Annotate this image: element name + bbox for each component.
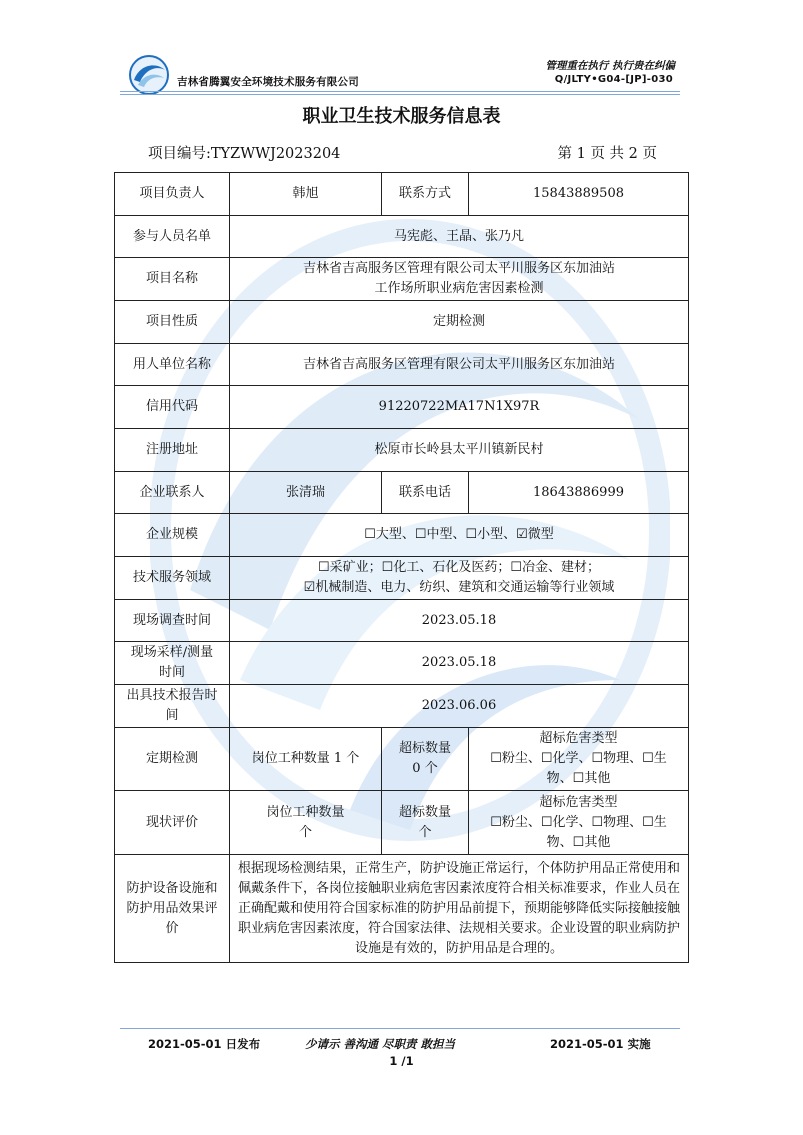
contact-value: 15843889508	[469, 173, 689, 216]
contact-label: 联系方式	[382, 173, 469, 216]
table-row	[115, 386, 689, 429]
service-domain-label: 技术服务领域	[115, 557, 230, 600]
service-domain-line-2: ☑机械制造、电力、纺织、建筑和交通运输等行业领域	[303, 580, 615, 595]
table-row	[115, 258, 689, 301]
project-name-label: 项目名称	[115, 258, 230, 301]
table-row	[115, 685, 689, 728]
status-exceed-value	[382, 791, 469, 855]
table-row	[115, 557, 689, 600]
table-row	[115, 301, 689, 344]
table-row	[115, 514, 689, 557]
credit-value: 91220722MA17N1X97R	[230, 386, 689, 429]
status-type-line-3: 物、☐其他	[546, 834, 611, 850]
members-label: 参与人员名单	[115, 216, 230, 258]
leader-label: 项目负责人	[115, 173, 230, 216]
table-row	[115, 855, 689, 963]
status-exceed-line-1: 超标数量	[398, 804, 451, 820]
status-hazard-type	[469, 791, 689, 855]
project-name-value	[230, 258, 689, 301]
employer-value: 吉林省吉高服务区管理有限公司太平川服务区东加油站	[230, 344, 689, 386]
header-rule-thin	[120, 94, 680, 95]
periodic-exceed-line-2: 0 个	[412, 761, 438, 776]
table-row	[115, 429, 689, 472]
status-eval-label: 现状评价	[115, 791, 230, 855]
status-exceed-line-2: 个	[418, 824, 432, 840]
periodic-type-line-1: 超标危害类型	[539, 731, 618, 746]
table-row	[115, 791, 689, 855]
footer-motto: 少请示 善沟通 尽职责 敢担当	[305, 1037, 456, 1051]
footer-rule	[120, 1028, 680, 1029]
footer-page-number: 1 /1	[389, 1054, 414, 1068]
service-domain-value	[230, 557, 689, 600]
sampling-time-label	[115, 642, 230, 685]
table-row	[115, 173, 689, 216]
company-name: 吉林省腾翼安全环境技术服务有限公司	[177, 76, 359, 88]
table-row	[115, 728, 689, 791]
enterprise-phone-value: 18643886999	[469, 472, 689, 514]
survey-time-value: 2023.05.18	[230, 600, 689, 642]
periodic-hazard-type	[469, 728, 689, 791]
project-name-line-1: 吉林省吉高服务区管理有限公司太平川服务区东加油站	[302, 261, 615, 276]
table-row	[115, 472, 689, 514]
eval-label-line-3: 价	[165, 920, 179, 936]
employer-label: 用人单位名称	[115, 344, 230, 386]
project-name-line-2: 工作场所职业病危害因素检测	[374, 281, 544, 296]
protection-eval-text: 根据现场检测结果，正常生产，防护设施正常运行，个体防护用品正常使用和佩戴条件下，各岗位接触职业病危害因素浓度符合相关标准要求，作业人员在正确配戴和使用符合国家标准的防护用品前提下，预期能够降低实际接触接触职业病危害因素浓度，符合国家法律、法规相关要求。企业设置的职业病防护设施是有效的，防护用品是合理的。	[230, 855, 689, 963]
service-domain-line-1: ☐采矿业；☐化工、石化及医药；☐冶金、建材；	[318, 560, 600, 575]
table-row	[115, 642, 689, 685]
table-row	[115, 216, 689, 258]
scale-label: 企业规模	[115, 514, 230, 557]
table-row	[115, 344, 689, 386]
scale-value: ☐大型、☐中型、☐小型、☑微型	[230, 514, 689, 557]
company-logo-icon	[128, 54, 170, 96]
report-label-line-1: 出具技术报告时	[126, 688, 218, 703]
report-label-line-2: 间	[165, 708, 179, 723]
report-time-label	[115, 685, 230, 728]
credit-label: 信用代码	[115, 386, 230, 429]
enterprise-phone-label: 联系电话	[382, 472, 469, 514]
leader-value: 韩旭	[230, 173, 382, 216]
sampling-label-line-2: 时间	[158, 665, 185, 680]
sampling-time-value: 2023.05.18	[230, 642, 689, 685]
header-slogan: 管理重在执行 执行贵在纠偏	[545, 60, 675, 72]
protection-eval-label	[115, 855, 230, 963]
page-info: 第 1 页 共 2 页	[557, 146, 657, 162]
project-number: 项目编号:TYZWWJ2023204	[148, 146, 341, 162]
periodic-exceed-line-1: 超标数量	[398, 741, 451, 756]
address-label: 注册地址	[115, 429, 230, 472]
eval-label-line-2: 防护用品效果评	[126, 900, 218, 916]
eval-label-line-1: 防护设备设施和	[126, 880, 218, 896]
survey-time-label: 现场调查时间	[115, 600, 230, 642]
status-posts-line-1: 岗位工种数量	[266, 804, 345, 820]
nature-value: 定期检测	[230, 301, 689, 344]
effective-date: 2021-05-01 实施	[550, 1037, 651, 1051]
report-time-value: 2023.06.06	[230, 685, 689, 728]
info-table	[114, 172, 689, 963]
periodic-posts-value: 岗位工种数量 1 个	[230, 728, 382, 791]
status-posts-line-2: 个	[298, 824, 312, 840]
nature-label: 项目性质	[115, 301, 230, 344]
status-type-line-1: 超标危害类型	[539, 794, 618, 810]
enterprise-contact-label: 企业联系人	[115, 472, 230, 514]
periodic-type-line-2: ☐粉尘、☐化学、☐物理、☐生	[490, 751, 667, 766]
status-posts-value	[230, 791, 382, 855]
page-title: 职业卫生技术服务信息表	[302, 106, 501, 127]
sampling-label-line-1: 现场采样/测量	[130, 645, 214, 660]
table-row	[115, 600, 689, 642]
status-type-line-2: ☐粉尘、☐化学、☐物理、☐生	[490, 814, 667, 830]
address-value: 松原市长岭县太平川镇新民村	[230, 429, 689, 472]
publish-date: 2021-05-01 日发布	[148, 1037, 261, 1051]
periodic-test-label: 定期检测	[115, 728, 230, 791]
periodic-exceed-value	[382, 728, 469, 791]
header-rule	[120, 91, 680, 92]
document-code: Q/JLTY•G04-[JP]-030	[554, 74, 673, 85]
periodic-type-line-3: 物、☐其他	[546, 771, 611, 786]
members-value: 马宪彪、王晶、张乃凡	[230, 216, 689, 258]
enterprise-contact-value: 张清瑞	[230, 472, 382, 514]
